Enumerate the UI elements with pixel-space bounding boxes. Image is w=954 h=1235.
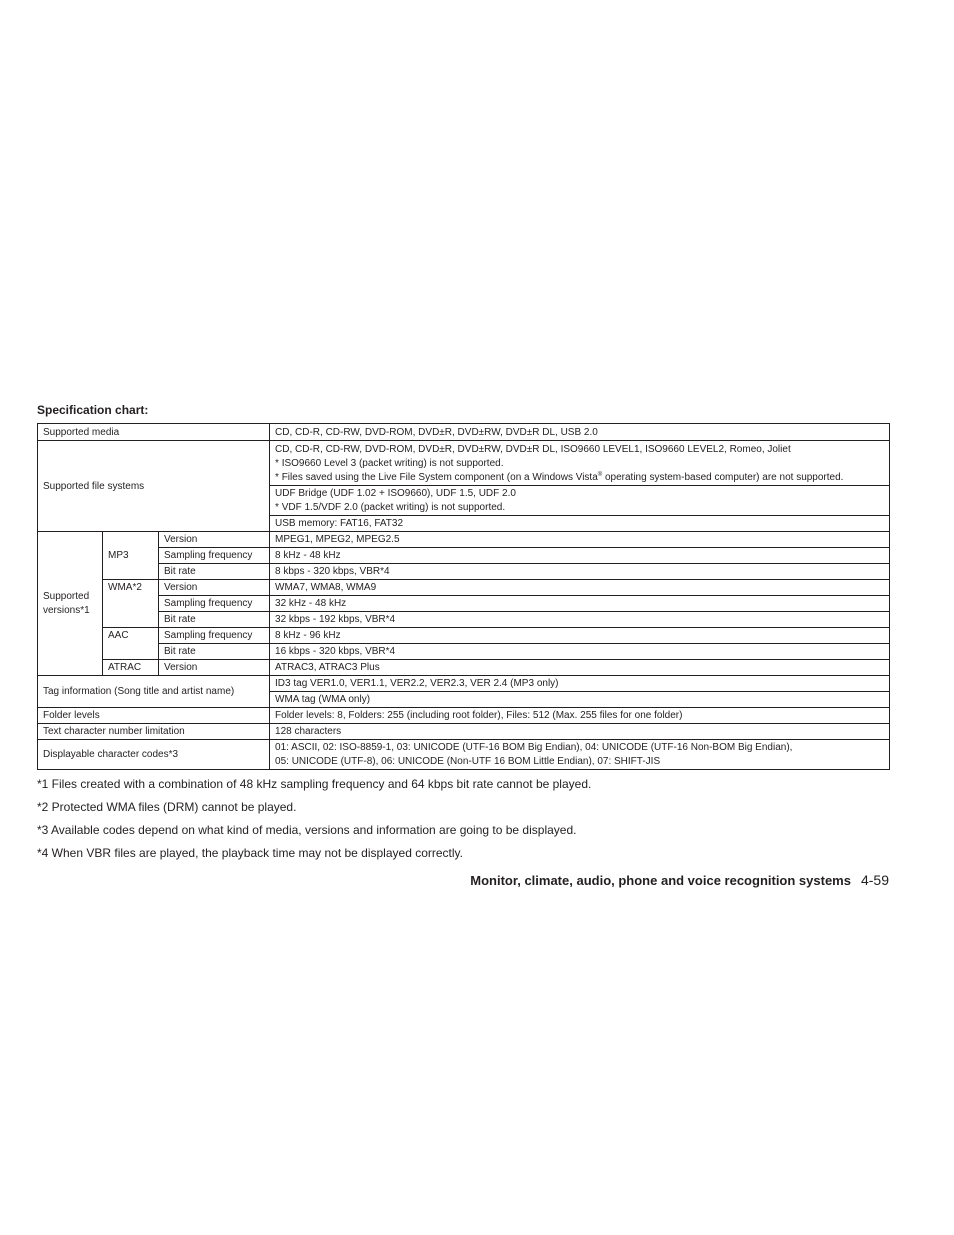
footnote: *3 Available codes depend on what kind of media, versions and information are going to be displayed. [37,823,577,837]
value-text: * Files saved using the Live File System component (on a Windows Vista [275,471,598,483]
spec-table [37,423,890,770]
attr-value: 16 kbps - 320 kbps, VBR*4 [270,644,890,660]
value-line [275,471,884,485]
value-line: 01: ASCII, 02: ISO-8859-1, 03: UNICODE (UTF-16 BOM Big Endian), 04: UNICODE (UTF-16 Non-BOM Big Endian), [275,742,793,753]
section-title: Monitor, climate, audio, phone and voice recognition systems [470,873,851,888]
table-row [38,441,890,486]
value-line: UDF Bridge (UDF 1.02 + ISO9660), UDF 1.5, UDF 2.0 [275,488,516,499]
page-number: 4-59 [860,872,889,888]
footnote: *1 Files created with a combination of 48 kHz sampling frequency and 64 kbps bit rate cannot be played. [37,777,592,791]
table-row [38,612,890,628]
attr-label: Version [159,580,270,596]
table-row [38,740,890,770]
value-line: 05: UNICODE (UTF-8), 06: UNICODE (Non-UTF 16 BOM Little Endian), 07: SHIFT-JIS [275,756,661,767]
registered-mark: ® [597,471,603,478]
footnote: *2 Protected WMA files (DRM) cannot be played. [37,800,297,814]
attr-label: Sampling frequency [159,548,270,564]
row-label: Tag information (Song title and artist name) [38,676,270,708]
format-atrac: ATRAC [103,660,159,676]
table-row [38,548,890,564]
attr-label: Sampling frequency [159,628,270,644]
attr-value: 8 kbps - 320 kbps, VBR*4 [270,564,890,580]
attr-label: Sampling frequency [159,596,270,612]
format-wma: WMA*2 [103,580,159,628]
row-label: Text character number limitation [38,724,270,740]
value-line: * ISO9660 Level 3 (packet writing) is not supported. [275,457,504,469]
page-footer [470,872,889,888]
row-value: CD, CD-R, CD-RW, DVD-ROM, DVD±R, DVD±RW, DVD±R DL, USB 2.0 [270,424,890,441]
row-value: WMA tag (WMA only) [270,692,890,708]
table-row [38,644,890,660]
attr-label: Bit rate [159,644,270,660]
row-label: Supported media [38,424,270,441]
footnotes [37,776,591,868]
value-text: operating system-based computer) are not supported. [602,471,844,483]
attr-value: 32 kbps - 192 kbps, VBR*4 [270,612,890,628]
table-row [38,676,890,692]
row-value [270,441,890,486]
row-value: Folder levels: 8, Folders: 255 (including root folder), Files: 512 (Max. 255 files for one folder) [270,708,890,724]
row-value [270,740,890,770]
format-aac: AAC [103,628,159,660]
table-row [38,660,890,676]
attr-value: 32 kHz - 48 kHz [270,596,890,612]
attr-value: WMA7, WMA8, WMA9 [270,580,890,596]
table-row [38,628,890,644]
spec-chart-heading: Specification chart: [37,403,149,417]
attr-label: Bit rate [159,612,270,628]
table-row [38,564,890,580]
attr-value: 8 kHz - 96 kHz [270,628,890,644]
footnote: *4 When VBR files are played, the playback time may not be displayed correctly. [37,846,463,860]
attr-value: ATRAC3, ATRAC3 Plus [270,660,890,676]
table-row [38,532,890,548]
table-row [38,724,890,740]
row-value: ID3 tag VER1.0, VER1.1, VER2.2, VER2.3, VER 2.4 (MP3 only) [270,676,890,692]
attr-label: Version [159,660,270,676]
row-value: 128 characters [270,724,890,740]
table-row [38,424,890,441]
row-value: USB memory: FAT16, FAT32 [270,516,890,532]
table-row [38,580,890,596]
attr-label: Version [159,532,270,548]
value-line: * VDF 1.5/VDF 2.0 (packet writing) is not supported. [275,502,506,513]
versions-label [38,532,103,676]
table-row [38,596,890,612]
row-label: Folder levels [38,708,270,724]
table-row [38,708,890,724]
row-label: Supported file systems [38,441,270,532]
row-value [270,486,890,516]
attr-value: MPEG1, MPEG2, MPEG2.5 [270,532,890,548]
format-mp3: MP3 [103,532,159,580]
attr-value: 8 kHz - 48 kHz [270,548,890,564]
value-line: CD, CD-R, CD-RW, DVD-ROM, DVD±R, DVD±RW, DVD±R DL, ISO9660 LEVEL1, ISO9660 LEVEL2, Romeo, Joliet [275,443,791,455]
row-label: Displayable character codes*3 [38,740,270,770]
attr-label: Bit rate [159,564,270,580]
label-line: versions*1 [43,605,90,616]
label-line: Supported [43,591,90,602]
